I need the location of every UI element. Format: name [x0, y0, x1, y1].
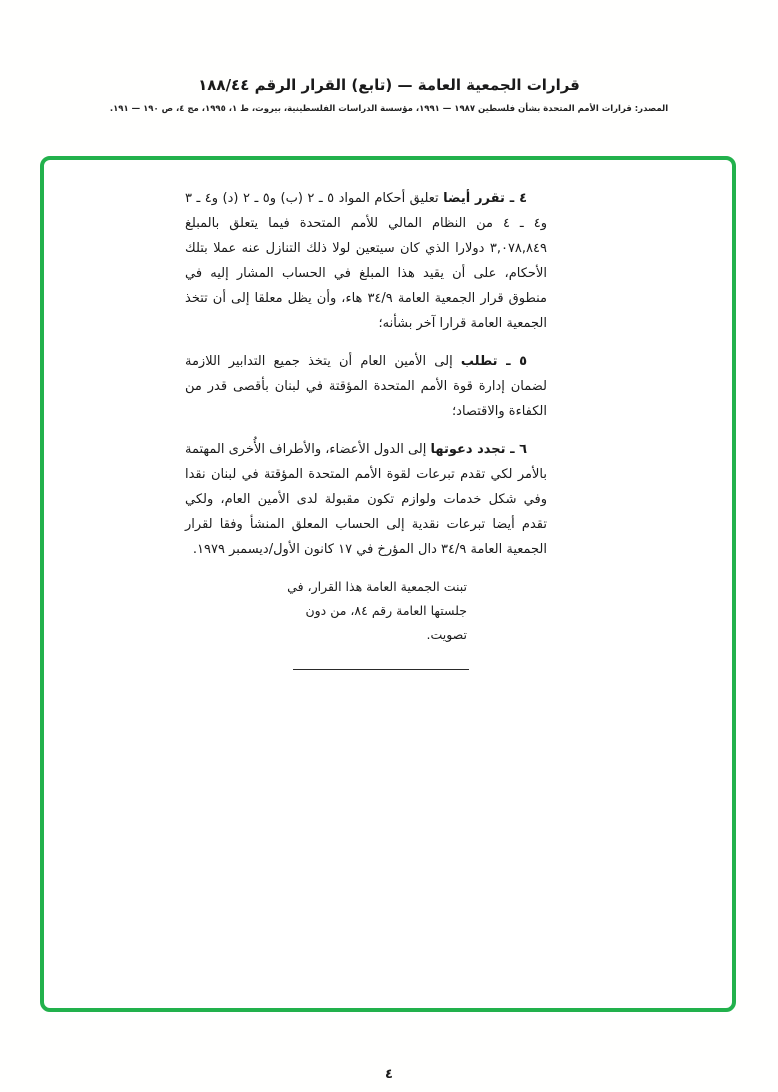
paragraph-5-lead: ٥ ـ تطلب [460, 354, 528, 369]
page-number: ٤ [385, 1067, 393, 1082]
paragraph-5-text: إلى الأمين العام أن يتخذ جميع التدابير اللازمة لضمان إدارة قوة الأمم المتحدة المؤقتة في لبنان بأقصى قدر من الكفاءة والاقتصاد؛ [185, 354, 547, 419]
resolution-text-block [185, 186, 547, 670]
document-title: قرارات الجمعية العامة — (تابع) القرار الرقم ١٨٨/٤٤ [198, 76, 580, 94]
green-border-frame [40, 156, 736, 1012]
resolution-paragraph-6 [185, 437, 547, 562]
resolution-paragraph-5 [185, 349, 547, 424]
adoption-note: تبنت الجمعية العامة هذا القرار، في جلستها العامة رقم ٨٤، من دون تصويت. [287, 579, 467, 642]
resolution-paragraph-4 [185, 186, 547, 336]
end-rule [293, 669, 469, 670]
source-citation: المصدر: قرارات الأمم المتحدة بشأن فلسطين ١٩٨٧ — ١٩٩١، مؤسسة الدراسات الفلسطينية، بيروت، ط ١، ١٩٩٥، مج ٤، ص ١٩٠ — ١٩١. [109, 104, 669, 114]
paragraph-6-text: إلى الدول الأعضاء، والأطراف الأُخرى المهتمة بالأمر لكي تقدم تبرعات لقوة الأمم المتحدة المؤقتة في لبنان نقدا وفي شكل خدمات ولوازم تكون مقبولة لدى الأمين العام، ولكي تقدم أيضا تبرعات نقدية إلى الحساب المعلق المنشأ وفقا لقرار الجمعية العامة ٣٤/٩ دال المؤرخ في ١٧ كانون الأول/ديسمبر ١٩٧٩. [185, 442, 547, 557]
paragraph-4-text: تعليق أحكام المواد ٥ ـ ٢ (ب) و٥ ـ ٢ (د) و٤ ـ ٣ و٤ ـ ٤ من النظام المالي للأمم المتحدة فيما يتعلق بالمبلغ ٣,٠٧٨,٨٤٩ دولارا الذي كان سيتعين لولا ذلك التنازل عنه عملا بتلك الأحكام، على أن يقيد هذا المبلغ في الحساب المشار إليه في منطوق قرار الجمعية العامة ٣٤/٩ هاء، وأن يظل معلقا إلى أن تتخذ الجمعية العامة قرارا آخر بشأنه؛ [185, 191, 547, 331]
paragraph-6-lead: ٦ ـ تجدد دعوتها [430, 442, 527, 457]
page-header [0, 76, 778, 114]
paragraph-4-lead: ٤ ـ تقرر أيضا [443, 191, 527, 206]
